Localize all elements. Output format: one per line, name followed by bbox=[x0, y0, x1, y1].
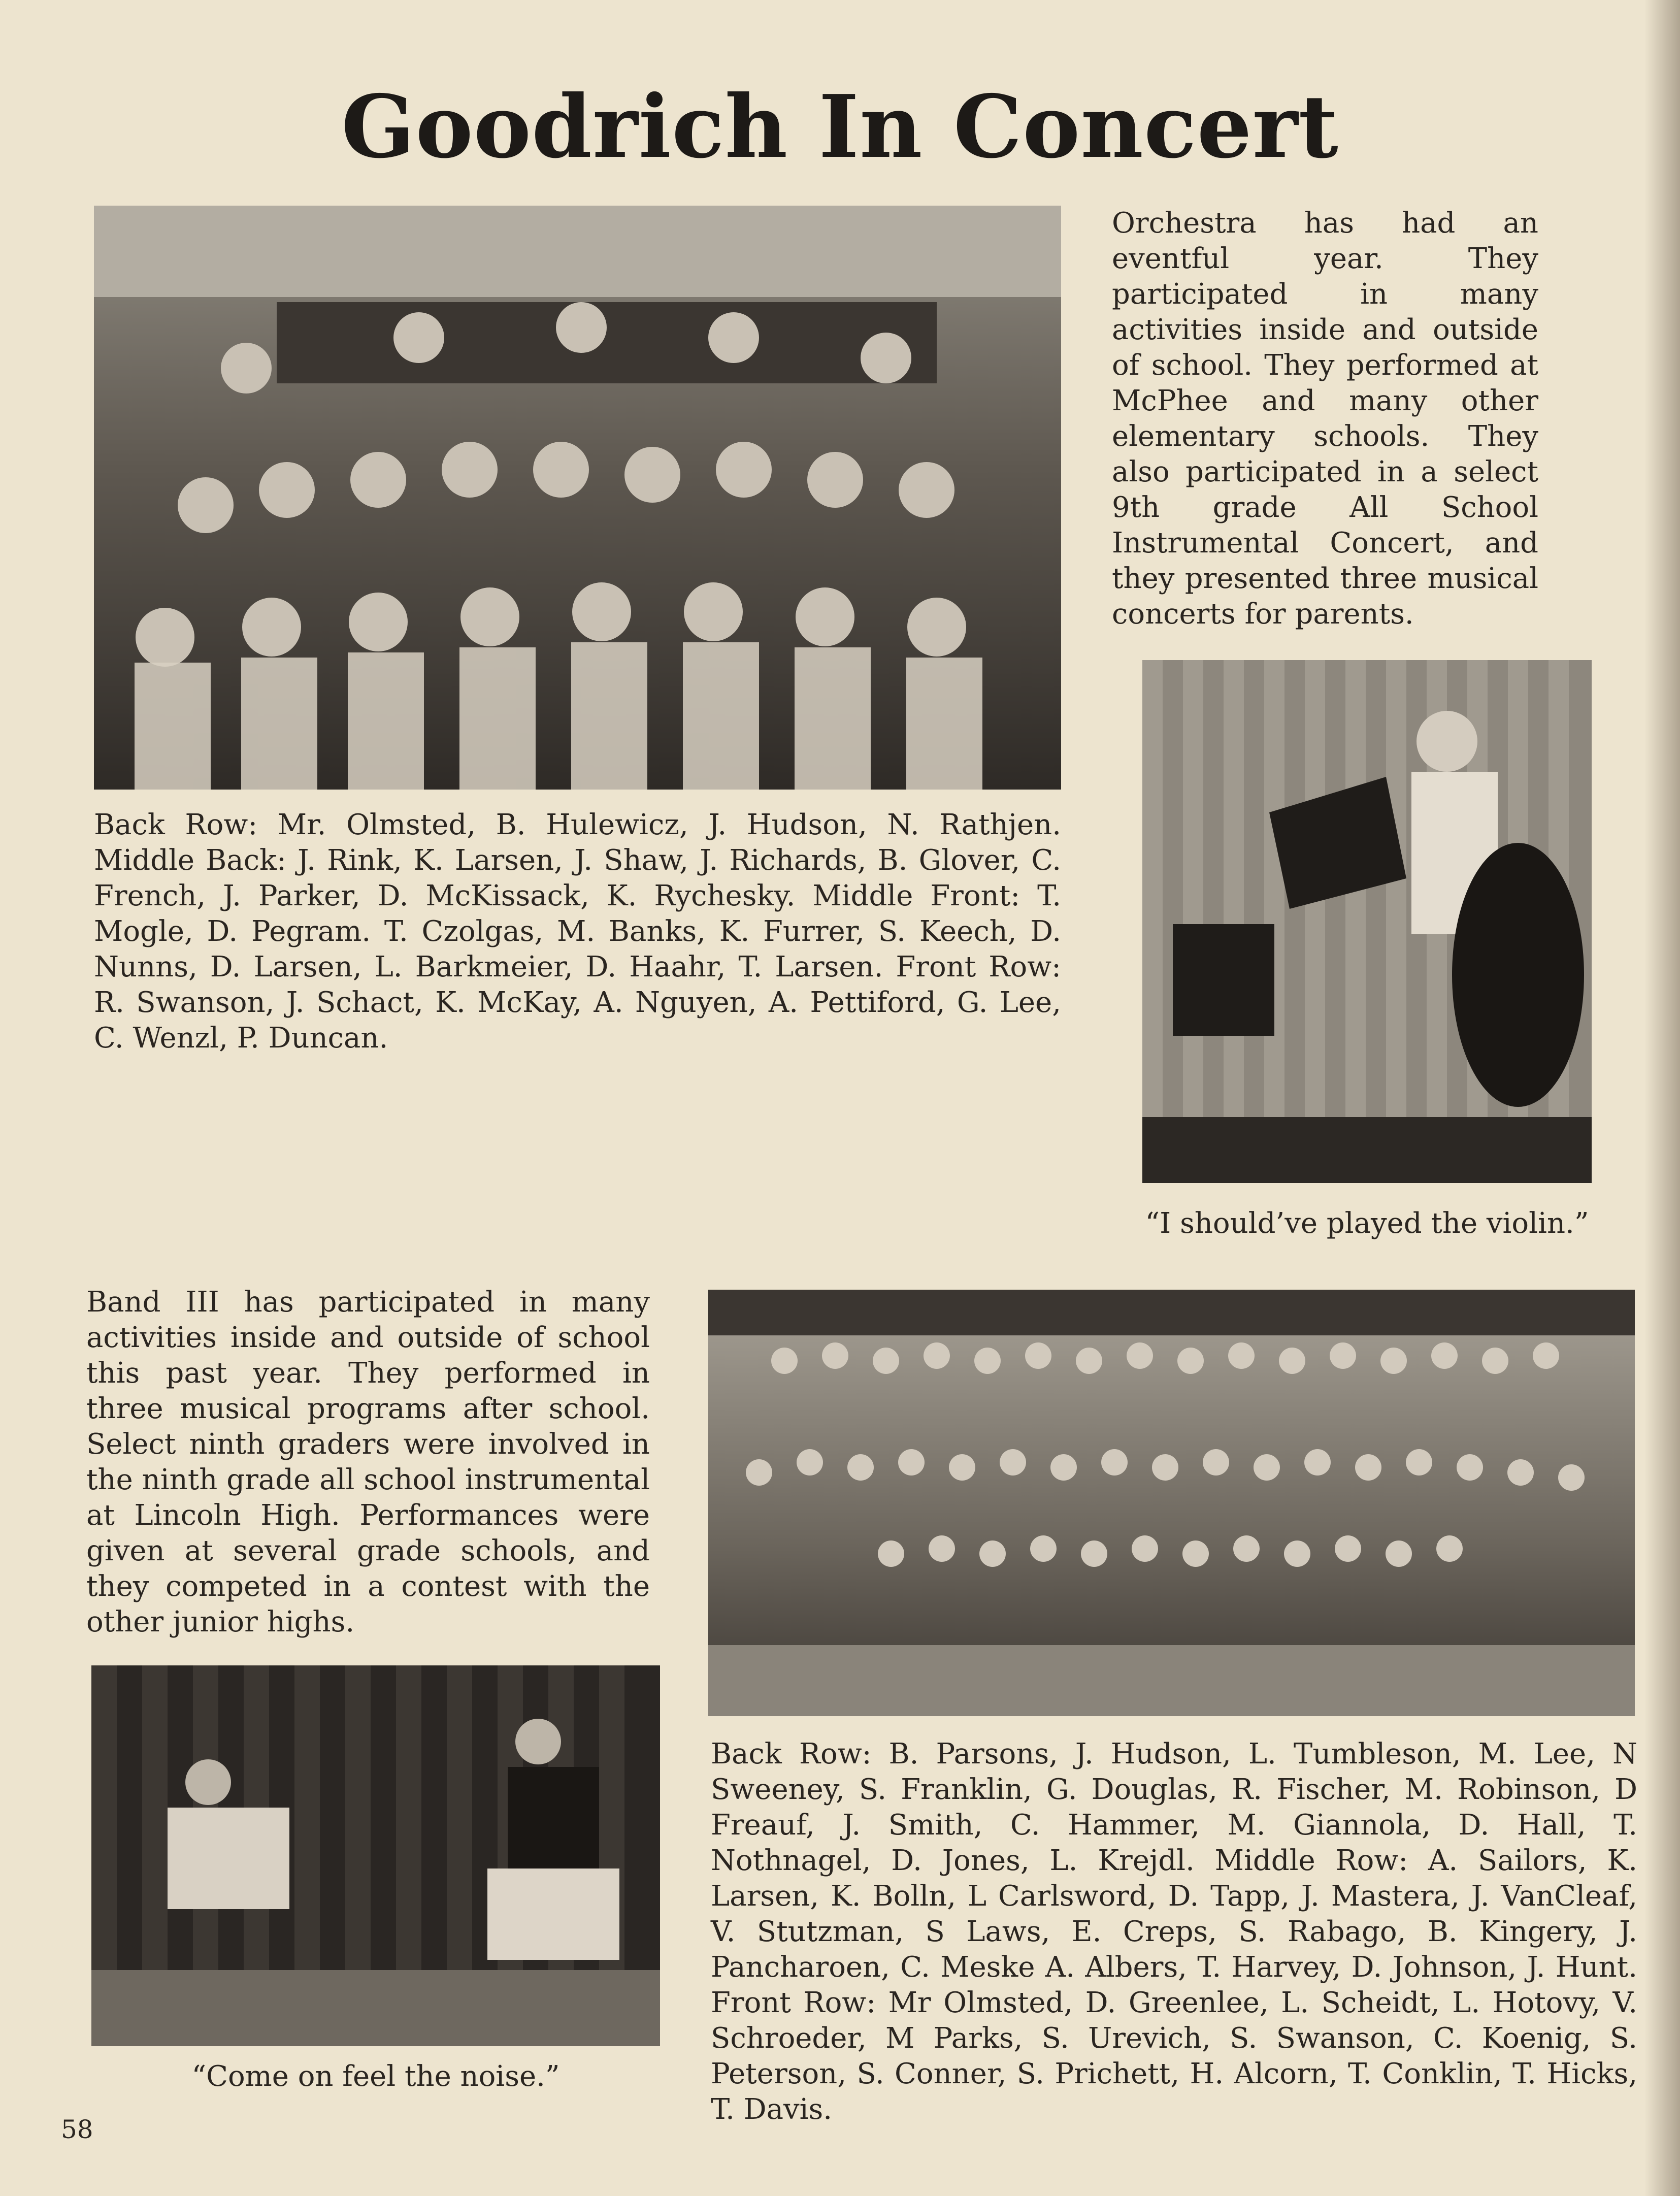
page-number: 58 bbox=[61, 2115, 93, 2144]
bass-player-photo bbox=[1142, 660, 1592, 1183]
band-stage-photo bbox=[91, 1665, 660, 2046]
band-paragraph: Band III has participated in many activities inside and outside of school this past year. They performed in three musical programs after school. Select ninth graders were involved in the ninth grade all school instrumental at Lincoln High. Performances were given at several grade schools, and they competed in a contest with the other junior highs. bbox=[86, 1286, 650, 1638]
orchestra-paragraph: Orchestra has had an eventful year. They participated in many activities inside and outside of school. They performed at McPhee and many other elementary schools. They also participated in a select 9th grade All School Instrumental Concert, and they presented three musical concerts for parents. bbox=[1112, 207, 1538, 631]
bass-photo-caption: “I should’ve played the violin.” bbox=[1145, 1207, 1589, 1240]
band-group-photo bbox=[708, 1290, 1635, 1716]
page-title: Goodrich In Concert bbox=[341, 76, 1339, 178]
orchestra-group-caption: Back Row: Mr. Olmsted, B. Hulewicz, J. Hudson, N. Rathjen. Middle Back: J. Rink, K. Larsen, J. Shaw, J. Richards, B. Glover, C. French, J. Parker, D. McKissack, K. Rychesky. Middle Front: T. Mogle, D. Pegram. T. Czolgas, M. Banks, K. Furrer, S. Keech, D. Nunns, D. Larsen, L. Barkmeier, D. Haahr, T. Larsen. Front Row: R. Swanson, J. Schact, K. McKay, A. Nguyen, A. Pettiford, G. Lee, C. Wenzl, P. Duncan. bbox=[94, 808, 1061, 1055]
orchestra-group-photo bbox=[94, 206, 1061, 790]
band-group-caption: Back Row: B. Parsons, J. Hudson, L. Tumbleson, M. Lee, N Sweeney, S. Franklin, G. Douglas, R. Fischer, M. Robinson, D Freauf, J. Smith, C. Hammer, M. Giannola, D. Hall, T. Nothnagel, D. Jones, L. Krejdl. Middle Row: A. Sailors, K. Larsen, K. Bolln, L Carlsword, D. Tapp, J. Mastera, J. VanCleaf, V. Stutzman, S Laws, E. Creps, S. Rabago, B. Kingery, J. Pancharoen, C. Meske A. Albers, T. Harvey, D. Johnson, J. Hunt. Front Row: Mr Olmsted, D. Greenlee, L. Scheidt, L. Hotovy, V. Schroeder, M Parks, S. Urevich, S. Swanson, C. Koenig, S. Peterson, S. Conner, S. Prichett, H. Alcorn, T. Conklin, T. Hicks, T. Davis. bbox=[711, 1738, 1637, 2126]
page-binding-shadow bbox=[1644, 0, 1680, 2196]
stage-photo-caption: “Come on feel the noise.” bbox=[191, 2060, 560, 2093]
